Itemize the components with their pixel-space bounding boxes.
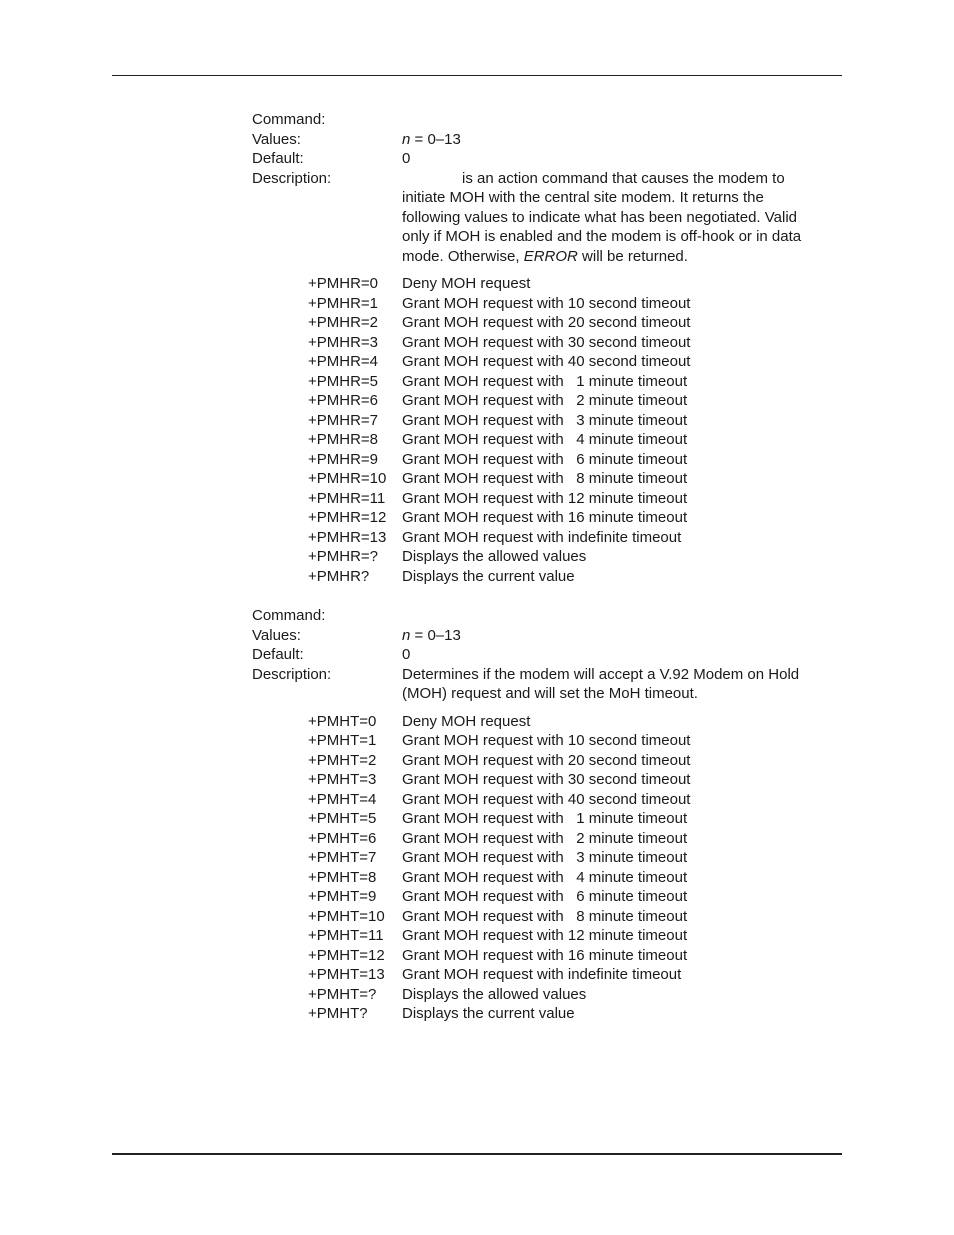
option-code: +PMHT=8 [308, 868, 377, 886]
values-variable: n [402, 626, 411, 644]
option-code: +PMHR=5 [308, 372, 379, 390]
option-description: Grant MOH request with 16 minute timeout [402, 946, 688, 964]
command-value [402, 606, 832, 626]
values-variable: n [402, 130, 411, 148]
option-description: Grant MOH request with 3 minute timeout [402, 411, 688, 429]
option-code: +PMHT=9 [308, 888, 377, 905]
option-description: Grant MOH request with 8 minute timeout [402, 907, 688, 925]
description-label: Description: [252, 169, 332, 187]
default-row [252, 645, 832, 665]
description-label: Description: [252, 665, 332, 683]
description-text: Determines if the modem will accept a V.92 Modem on Hold (MOH) request and will set the MoH timeout. [402, 665, 800, 702]
option-description: Grant MOH request with 30 second timeout [402, 333, 691, 351]
default-value: 0 [402, 646, 411, 663]
description-part2: will be returned. [577, 247, 688, 265]
pmht-command-section [252, 606, 832, 1024]
option-description: Grant MOH request with 10 second timeout [402, 732, 691, 749]
option-code: +PMHT=10 [308, 907, 385, 925]
option-row [252, 946, 832, 966]
option-code: +PMHR=7 [308, 411, 379, 429]
option-code: +PMHR? [308, 567, 370, 585]
option-description: Grant MOH request with 20 second timeout [402, 751, 691, 769]
option-row [252, 712, 832, 732]
option-description: Grant MOH request with 4 minute timeout [402, 868, 688, 886]
option-description: Grant MOH request with 16 minute timeout [402, 509, 688, 526]
option-code: +PMHT=2 [308, 751, 377, 769]
option-description: Grant MOH request with 1 minute timeout [402, 810, 688, 827]
values-label: Values: [252, 626, 301, 644]
option-row [252, 770, 832, 790]
values-range: = 0–13 [410, 626, 461, 644]
command-row [252, 110, 832, 130]
option-code: +PMHR=9 [308, 450, 379, 468]
default-row [252, 149, 832, 169]
option-row [252, 868, 832, 888]
option-code: +PMHR=12 [308, 509, 387, 526]
description-part1: is an action command that causes the modem to initiate MOH with the central site modem. It returns the following values to indicate what has been negotiated. Valid only if MOH is enabled and the modem is off-hook or in data mode. Otherwise, [402, 169, 802, 265]
option-row [252, 508, 832, 528]
option-code: +PMHT=0 [308, 712, 377, 730]
option-description: Displays the allowed values [402, 548, 587, 565]
option-row [252, 489, 832, 509]
option-row [252, 907, 832, 927]
option-row [252, 547, 832, 567]
option-row [252, 469, 832, 489]
command-label: Command: [252, 111, 326, 128]
option-code: +PMHR=4 [308, 353, 379, 370]
option-row [252, 985, 832, 1005]
option-row [252, 274, 832, 294]
option-code: +PMHR=0 [308, 275, 379, 292]
option-row [252, 333, 832, 353]
option-row [252, 567, 832, 587]
option-row [252, 829, 832, 849]
option-row [252, 965, 832, 985]
option-code: +PMHT=7 [308, 849, 377, 866]
option-code: +PMHR=? [308, 548, 379, 565]
option-description: Deny MOH request [402, 275, 531, 292]
option-code: +PMHR=6 [308, 392, 379, 409]
option-description: Grant MOH request with 1 minute timeout [402, 372, 688, 390]
option-code: +PMHT=1 [308, 732, 377, 749]
option-description: Grant MOH request with 2 minute timeout [402, 829, 688, 847]
option-description: Grant MOH request with 6 minute timeout [402, 888, 688, 905]
option-row [252, 790, 832, 810]
option-code: +PMHR=10 [308, 470, 387, 487]
option-row [252, 294, 832, 314]
option-description: Grant MOH request with indefinite timeout [402, 528, 682, 546]
description-row [252, 169, 832, 267]
default-label: Default: [252, 646, 304, 663]
command-value [402, 110, 832, 130]
option-row [252, 352, 832, 372]
values-range: = 0–13 [410, 130, 461, 148]
pmhr-command-section [252, 110, 832, 586]
option-description: Displays the current value [402, 567, 575, 585]
option-code: +PMHR=11 [308, 489, 386, 507]
option-row [252, 887, 832, 907]
option-code: +PMHR=2 [308, 314, 379, 331]
option-row [252, 528, 832, 548]
option-description: Grant MOH request with 20 second timeout [402, 314, 691, 331]
option-row [252, 411, 832, 431]
values-row [252, 130, 832, 150]
error-keyword: ERROR [523, 247, 578, 265]
values-value [402, 130, 832, 150]
option-description: Grant MOH request with 12 minute timeout [402, 489, 688, 507]
option-description: Grant MOH request with 3 minute timeout [402, 849, 688, 866]
command-row [252, 606, 832, 626]
option-code: +PMHR=13 [308, 528, 387, 546]
option-row [252, 848, 832, 868]
option-description: Grant MOH request with indefinite timeout [402, 966, 682, 983]
values-row [252, 626, 832, 646]
option-code: +PMHT? [308, 1005, 368, 1022]
option-code: +PMHT=5 [308, 810, 377, 827]
option-description: Deny MOH request [402, 712, 531, 730]
pmht-options-list [252, 712, 832, 1024]
values-value [402, 626, 832, 646]
option-code: +PMHT=13 [308, 966, 385, 983]
option-code: +PMHR=3 [308, 333, 379, 351]
footer-rule [112, 1153, 842, 1155]
option-description: Grant MOH request with 6 minute timeout [402, 450, 688, 468]
option-row [252, 430, 832, 450]
option-row [252, 731, 832, 751]
option-description: Grant MOH request with 10 second timeout [402, 294, 691, 312]
description-row [252, 665, 832, 704]
pmhr-options-list [252, 274, 832, 586]
option-description: Grant MOH request with 12 minute timeout [402, 927, 688, 944]
option-code: +PMHT=4 [308, 790, 377, 808]
option-row [252, 751, 832, 771]
option-description: Grant MOH request with 40 second timeout [402, 790, 691, 808]
option-code: +PMHT=11 [308, 927, 384, 944]
command-label: Command: [252, 607, 326, 624]
header-rule [112, 75, 842, 76]
option-description: Grant MOH request with 30 second timeout [402, 771, 691, 788]
option-code: +PMHR=1 [308, 294, 379, 312]
default-label: Default: [252, 150, 304, 167]
option-row [252, 1004, 832, 1024]
option-description: Displays the current value [402, 1005, 575, 1022]
option-code: +PMHR=8 [308, 431, 379, 448]
option-code: +PMHT=12 [308, 946, 385, 964]
option-row [252, 926, 832, 946]
option-description: Grant MOH request with 8 minute timeout [402, 470, 688, 487]
values-label: Values: [252, 130, 301, 148]
option-description: Displays the allowed values [402, 985, 587, 1003]
option-row [252, 372, 832, 392]
option-row [252, 313, 832, 333]
option-row [252, 391, 832, 411]
option-code: +PMHT=6 [308, 829, 377, 847]
option-code: +PMHT=? [308, 985, 377, 1003]
option-description: Grant MOH request with 40 second timeout [402, 353, 691, 370]
description-text [402, 169, 822, 267]
option-code: +PMHT=3 [308, 771, 377, 788]
option-description: Grant MOH request with 2 minute timeout [402, 392, 688, 409]
option-row [252, 450, 832, 470]
option-description: Grant MOH request with 4 minute timeout [402, 431, 688, 448]
default-value: 0 [402, 150, 411, 167]
option-row [252, 809, 832, 829]
